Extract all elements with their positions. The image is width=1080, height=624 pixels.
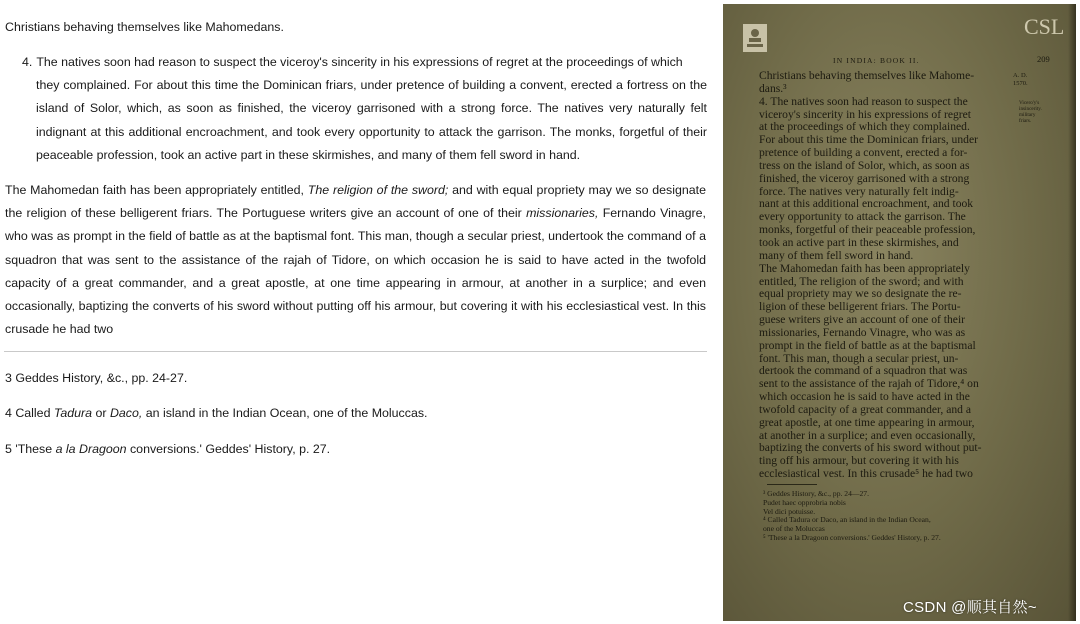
scan-line: many of them fell sword in hand. [759, 248, 914, 262]
footnote-divider [4, 351, 707, 352]
scan-line: missionaries, Fernando Vinagre, who was as [759, 325, 966, 339]
fn4-part-b: or [92, 406, 110, 420]
point-4-continuation: they complained. For about this time the Dominican friars, under pretence of building a convent, erected a fortress on the island of Solor, which, as soon as finished, the viceroy garrisoned with a strong force. The natives very naturally felt indignant at this additional encroachment, and took every opportunity to attack the garrison. The monks, forgetful of their peaceable profession, took an active part in these skirmishes, and many of them fell sword in hand. [36, 78, 707, 162]
scan-body-text [759, 70, 982, 481]
fn4-italic-daco: Daco, [109, 406, 143, 420]
scan-line: 4. The natives soon had reason to suspect the [759, 94, 968, 108]
scan-line: font. This man, though a secular priest, un- [759, 351, 959, 365]
fn5-part-a: 5 'These [5, 442, 56, 456]
para3-part-b: and with equal propriety may we so designate the religion of these belligerent friars. The Portuguese writers give an account of one of their [5, 183, 707, 221]
scan-page-number: 209 [1037, 54, 1050, 64]
scan-line: great apostle, at one time appearing in armour, [759, 415, 975, 429]
paragraph-mahomedan-faith [5, 179, 706, 341]
paragraph-point-4 [22, 51, 707, 167]
scan-year-line: A. D. [1013, 72, 1028, 79]
scan-line: dans.³ [759, 81, 787, 95]
library-monogram-icon [1022, 12, 1066, 56]
footnote-3: 3 Geddes History, &c., pp. 24-27. [5, 371, 188, 385]
scan-line: The Mahomedan faith has been appropriately [759, 261, 970, 275]
scan-line: nant at this additional encroachment, and took [759, 197, 974, 211]
monogram-text: CSL [1024, 14, 1065, 39]
footnote-5 [5, 440, 330, 458]
scan-line: finished, the viceroy garrisoned with a strong [759, 171, 970, 185]
scan-footnote-line: ⁵ 'These a la Dragoon conversions.' Geddes' History, p. 27. [763, 532, 941, 542]
scan-line: ligion of these belligerent friars. The Portu- [759, 300, 961, 314]
scan-line: ecclesiastical vest. In this crusade⁵ he had two [759, 467, 973, 481]
scan-line: prompt in the field of battle as at the baptismal [759, 338, 976, 352]
scan-line: guese writers give an account of one of their [759, 313, 966, 327]
fn4-italic-tadura: Tadura [53, 406, 93, 420]
scan-line: at the proceedings of which they complained. [759, 120, 970, 134]
scan-margin-line: friars. [1019, 118, 1032, 124]
scan-year-note [1013, 72, 1028, 88]
scan-line: at another in a surplice; and even occasionally, [759, 428, 976, 442]
scanned-page-image [723, 4, 1076, 621]
scan-margin-line: insincerity. [1019, 106, 1042, 112]
scan-footnote-rule [767, 484, 817, 485]
scan-line: force. The natives very naturally felt indig- [759, 184, 959, 198]
scan-footnote-line: Pudet haec opprobria nobis [763, 497, 846, 507]
scan-line: took an active part in these skirmishes, and [759, 235, 959, 249]
para3-part-c: Fernando Vinagre, who was as prompt in the field of battle as at the baptismal font. This man, though a secular priest, undertook the command of a squadron that was sent to the assistance of the rajah of Tidore, on which occasion he is said to have acted in the twofold capacity of a great commander, and a great apostle, at one time appearing in armour, at another in a surplice; and even occasionally, baptizing the converts of his sword without putting off his armour, but covering it with his ecclesiastical vest. In this crusade he had two [5, 206, 706, 337]
point-4-first-line: The natives soon had reason to suspect the viceroy's sincerity in his expressions of regret at the proceedings of which [36, 55, 683, 69]
scan-line: entitled, The religion of the sword; and with [759, 274, 964, 288]
scan-line: equal propriety may we so designate the re- [759, 287, 962, 301]
scan-margin-line: Vicero'y's [1019, 100, 1040, 106]
scan-footnotes [763, 490, 941, 543]
para3-italic-religion-of-sword: The religion of the sword; [307, 183, 449, 197]
scan-page-edge [1068, 4, 1076, 621]
para3-italic-missionaries: missionaries, [526, 206, 599, 221]
intro-line: Christians behaving themselves like Mahomedans. [5, 20, 284, 34]
fn4-part-c: an island in the Indian Ocean, one of the Moluccas. [142, 406, 428, 420]
scan-line: baptizing the converts of his sword without put- [759, 441, 982, 455]
scan-line: tress on the island of Solor, which, as soon as [759, 158, 970, 172]
footnote-4 [5, 404, 427, 422]
scan-running-header: IN INDIA: BOOK II. [833, 56, 920, 65]
scan-line: which occasion he is said to have acted in the [759, 390, 970, 404]
scan-line: sent to the assistance of the rajah of Tidore,⁴ on [759, 377, 979, 391]
fn4-part-a: 4 Called [5, 406, 54, 420]
scan-line: dertook the command of a squadron that was [759, 364, 968, 378]
para3-part-a: The Mahomedan faith has been appropriately entitled, [5, 183, 308, 197]
scan-margin-note [1019, 100, 1042, 124]
scan-footnote-line: ³ Geddes History, &c., pp. 24—27. [763, 489, 869, 498]
scan-line: monks, forgetful of their peaceable profession, [759, 223, 976, 237]
scan-footnote-line: ⁴ Called Tadura or Daco, an island in the Indian Ocean, [763, 515, 931, 525]
scan-line: ting off his armour, but covering it with his [759, 454, 959, 468]
scan-line: Christians behaving themselves like Mahome- [759, 69, 975, 82]
scan-line: every opportunity to attack the garrison. The [759, 210, 966, 224]
emblem-icon [743, 24, 767, 52]
scan-line: pretence of building a convent, erected a for- [759, 146, 968, 160]
scan-footnote-line: one of the Moluccas [763, 524, 825, 534]
scan-line: viceroy's sincerity in his expressions of regret [759, 107, 972, 121]
scan-footnote-line: Vel dici potuisse. [763, 506, 816, 516]
scan-line: For about this time the Dominican friars, under [759, 133, 978, 147]
csdn-watermark: CSDN @顺其自然~ [903, 599, 1037, 616]
scan-line: twofold capacity of a great commander, and a [759, 402, 971, 416]
fn5-part-b: conversions.' Geddes' History, p. 27. [126, 442, 331, 456]
scan-year-line: 1570. [1013, 80, 1028, 87]
point-number: 4. [22, 55, 33, 69]
scan-margin-line: military [1019, 112, 1036, 118]
fn5-italic-dragoon: a la Dragoon [55, 442, 127, 456]
